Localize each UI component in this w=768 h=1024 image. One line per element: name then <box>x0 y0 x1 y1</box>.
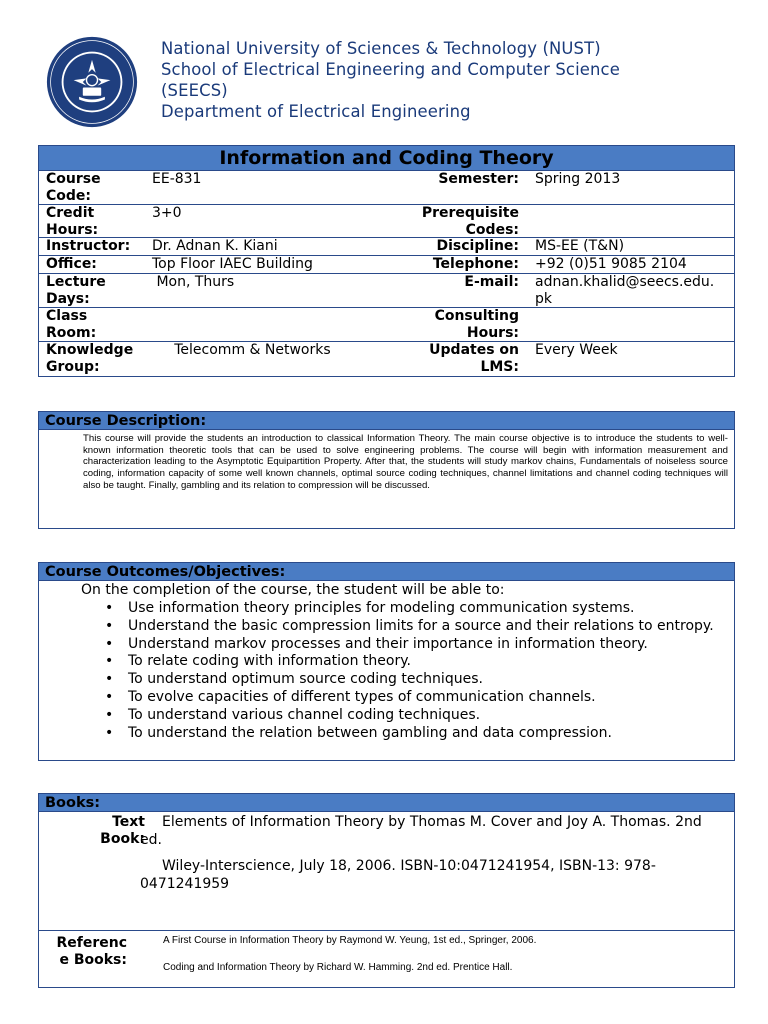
info-row <box>39 342 734 376</box>
department-name: Department of Electrical Engineering <box>161 102 471 121</box>
list-item: • Understand the basic compression limits for a source and their relations to entropy. <box>105 618 723 635</box>
list-item: • To understand various channel coding techniques. <box>105 707 723 724</box>
field-value: Telecomm & Networks <box>152 342 331 358</box>
email-value[interactable]: adnan.khalid@seecs.edu. pk <box>535 274 715 307</box>
logo-text: NATIONAL UNIVERSITY OF SCIENCES & TECHNOLOGY PAKISTAN <box>46 32 252 38</box>
course-objectives-section <box>38 562 735 761</box>
info-row <box>39 274 734 308</box>
field-value: EE-831 <box>152 171 202 187</box>
section-heading: Course Description: <box>39 412 734 430</box>
books-section <box>38 793 735 988</box>
books-divider <box>39 930 734 931</box>
reference-book-entry: A First Course in Information Theory by Raymond W. Yeung, 1st ed., Springer, 2006. <box>163 935 537 946</box>
info-row <box>39 238 734 256</box>
field-label: Knowledge Group: <box>46 342 134 375</box>
course-description-section <box>38 411 735 529</box>
field-label: Consulting Hours: <box>434 308 519 341</box>
field-label: Lecture Days: <box>46 274 106 307</box>
reference-books-label: Referenc e Books: <box>56 935 127 968</box>
field-value: 3+0 <box>152 205 182 221</box>
school-name: School of Electrical Engineering and Computer Science <box>161 60 620 79</box>
field-label: Discipline: <box>436 238 519 254</box>
field-label: Office: <box>46 256 97 272</box>
objectives-intro: On the completion of the course, the student will be able to: <box>81 582 505 598</box>
field-label: Telephone: <box>432 256 519 272</box>
school-abbrev: (SEECS) <box>161 81 228 100</box>
field-label: Course Code: <box>46 171 101 204</box>
course-info-table <box>38 145 735 377</box>
description-text: This course will provide the students an introduction to classical Information Theory. The main course objective is to introduce the students to well-known information theoretic tools that can be used to solve engineering problems. The course will begin with information measurement and characterization leading to the Asymptotic Equipartition Property. After that, the students will study markov chains, Fundamentals of noiseless source coding, information capacity of some well known channels, optimal source coding techniques, channel limitations and channel coding techniques will also be taught. Finally, gambling and its relation to compression will be discussed. <box>83 433 728 491</box>
field-value: Every Week <box>535 342 618 358</box>
list-item: • To understand the relation between gambling and data compression. <box>105 725 723 742</box>
info-row <box>39 308 734 342</box>
field-value: Spring 2013 <box>535 171 621 187</box>
field-value: Top Floor IAEC Building <box>152 256 313 272</box>
text-book-entry: Elements of Information Theory by Thomas M. Cover and Joy A. Thomas. 2nd ed. <box>140 814 702 848</box>
field-label: Updates on LMS: <box>429 342 519 375</box>
section-heading: Books: <box>39 794 734 812</box>
list-item: • To evolve capacities of different types of communication channels. <box>105 689 723 706</box>
section-heading: Course Outcomes/Objectives: <box>39 563 734 581</box>
field-label: Instructor: <box>46 238 131 254</box>
field-value: Dr. Adnan K. Kiani <box>152 238 278 254</box>
field-label: Class Room: <box>46 308 97 341</box>
field-value: Mon, Thurs <box>152 274 235 290</box>
list-item: • Understand markov processes and their importance in information theory. <box>105 636 723 653</box>
field-label: Semester: <box>438 171 519 187</box>
objectives-list <box>105 600 723 742</box>
university-name: National University of Sciences & Technology (NUST) <box>161 39 601 58</box>
info-row <box>39 205 734 238</box>
field-value: +92 (0)51 9085 2104 <box>535 256 687 272</box>
list-item: • Use information theory principles for modeling communication systems. <box>105 600 723 617</box>
field-value: MS-EE (T&N) <box>535 238 625 254</box>
list-item: • To relate coding with information theory. <box>105 653 723 670</box>
info-row <box>39 256 734 274</box>
list-item: • To understand optimum source coding techniques. <box>105 671 723 688</box>
field-label: E-mail: <box>464 274 519 290</box>
info-row <box>39 171 734 205</box>
course-title: Information and Coding Theory <box>39 146 734 171</box>
text-book-publisher: Wiley-Interscience, July 18, 2006. ISBN-10:0471241954, ISBN-13: 978- 0471241959 <box>140 858 656 892</box>
field-label: Prerequisite Codes: <box>421 205 519 238</box>
field-label: Credit Hours: <box>46 205 99 238</box>
institution-header <box>161 38 620 122</box>
text-book-label: Text Book: <box>100 814 145 847</box>
reference-book-entry: Coding and Information Theory by Richard W. Hamming. 2nd ed. Prentice Hall. <box>163 962 513 973</box>
